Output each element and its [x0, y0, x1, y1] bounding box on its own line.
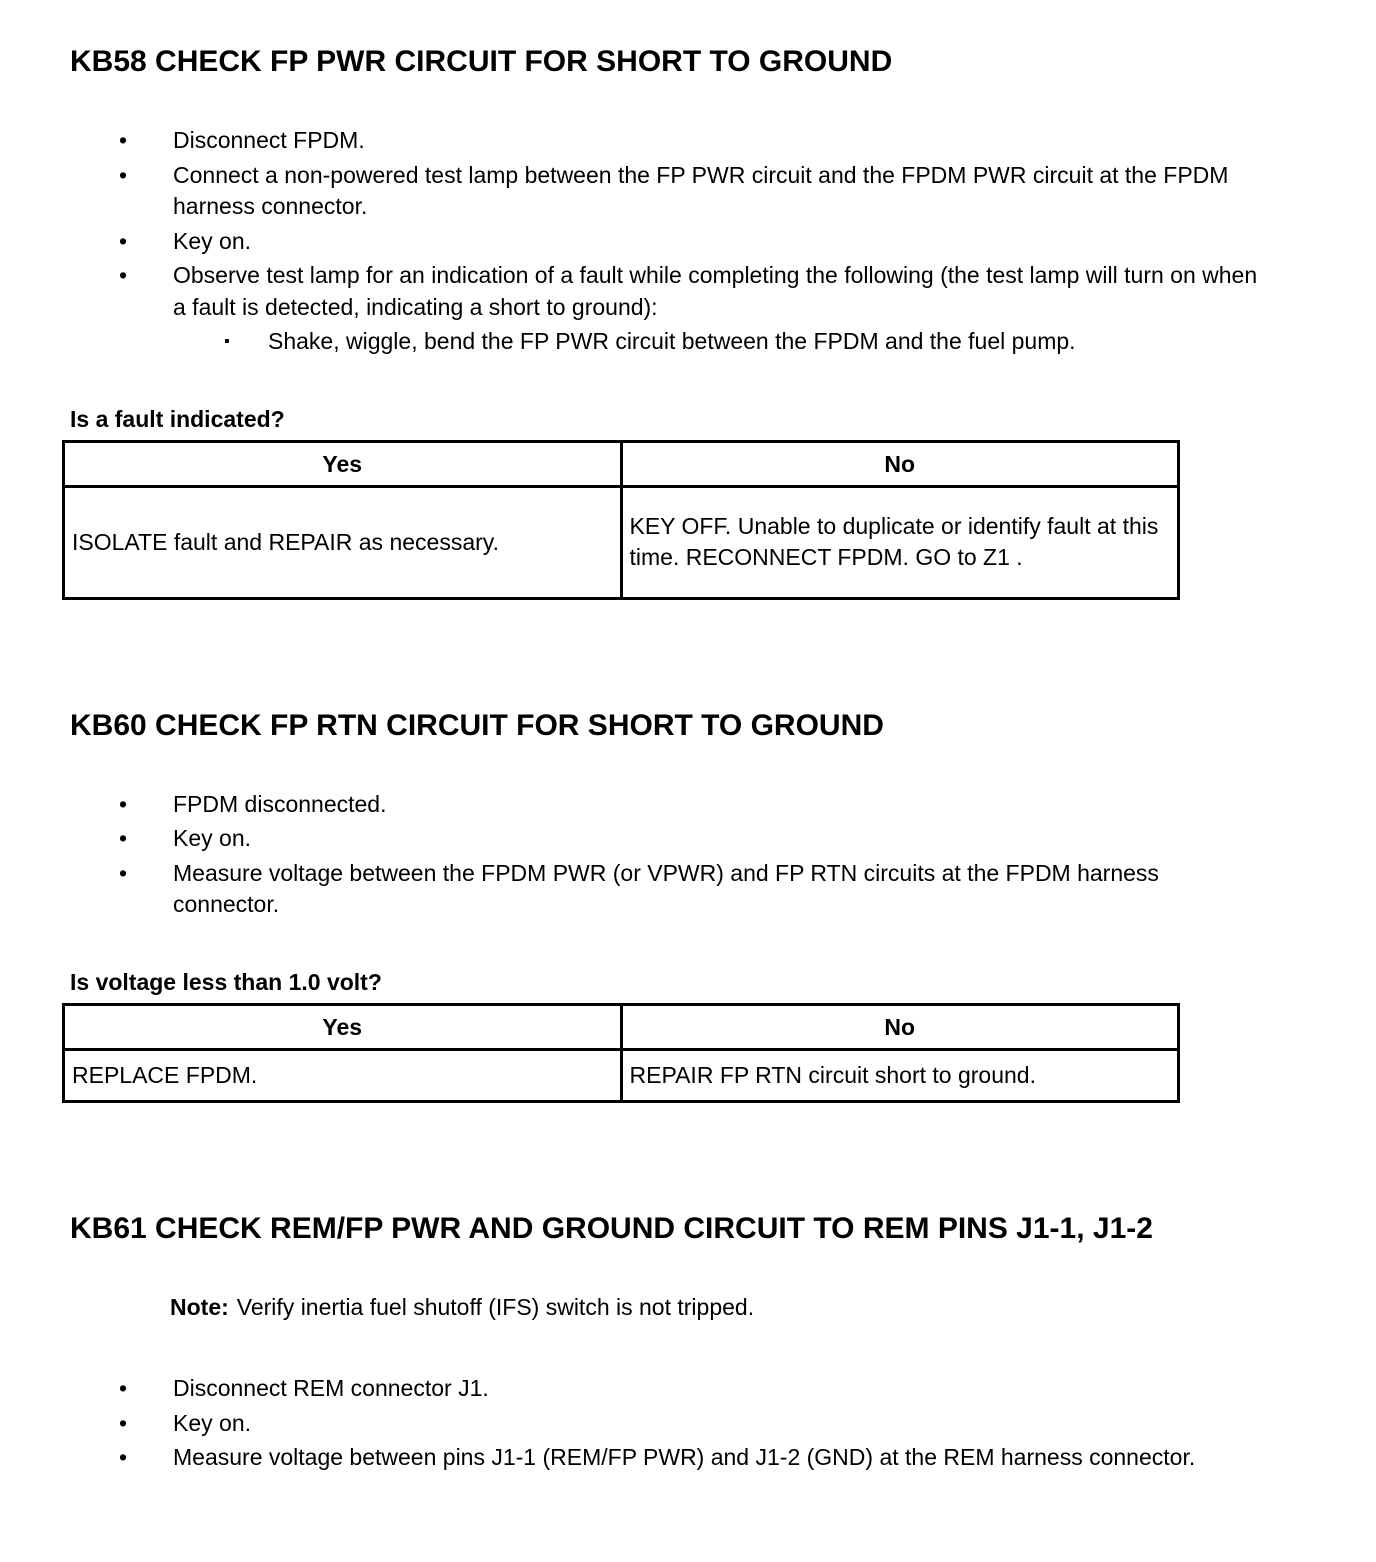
section-kb60-title: KB60 CHECK FP RTN CIRCUIT FOR SHORT TO GROUND	[70, 708, 884, 742]
bullet-text: Observe test lamp for an indication of a fault while completing the following (the test lamp will turn on when a fault is detected, indicating a short to ground):	[173, 262, 1258, 320]
kb61-bullet-list	[70, 1373, 1318, 1474]
note-text: Verify inertia fuel shutoff (IFS) switch is not tripped.	[236, 1293, 755, 1320]
list-item	[70, 789, 1318, 821]
bullet-icon: •	[119, 1409, 128, 1436]
list-item	[70, 823, 1318, 855]
bullet-text: FPDM disconnected.	[173, 790, 387, 817]
section-kb61-title: KB61 CHECK REM/FP PWR AND GROUND CIRCUIT TO REM PINS J1-1, J1-2	[70, 1211, 1153, 1245]
table-row	[64, 486, 1179, 598]
bullet-icon: •	[119, 127, 128, 153]
table-header-yes: Yes	[64, 1004, 622, 1049]
section-kb60	[70, 706, 1318, 1103]
section-kb58	[70, 42, 1318, 600]
table-header-no: No	[621, 1004, 1179, 1049]
bullet-icon: •	[119, 790, 128, 817]
kb60-question: Is voltage less than 1.0 volt?	[70, 968, 382, 995]
bullet-text: Measure voltage between the FPDM PWR (or VPWR) and FP RTN circuits at the FPDM harness connector.	[173, 859, 1159, 917]
bullet-icon: •	[119, 825, 128, 851]
bullet-icon: •	[119, 1375, 128, 1401]
table-header-row	[64, 441, 1179, 486]
kb58-question: Is a fault indicated?	[70, 405, 285, 432]
bullet-text: Connect a non-powered test lamp between the FP PWR circuit and the FPDM PWR circuit at the FPDM harness connector.	[173, 161, 1229, 219]
list-item	[70, 125, 1318, 157]
list-item	[70, 1408, 1318, 1440]
bullet-text: Measure voltage between pins J1-1 (REM/FP PWR) and J1-2 (GND) at the REM harness connector.	[173, 1444, 1196, 1470]
bullet-icon: •	[119, 161, 128, 188]
section-kb61	[70, 1209, 1318, 1474]
list-item	[70, 226, 1318, 258]
list-item	[70, 326, 1318, 358]
kb58-decision-table	[62, 440, 1180, 600]
note-label: Note:	[170, 1293, 229, 1320]
bullet-text: Disconnect REM connector J1.	[173, 1375, 489, 1401]
table-cell-yes: REPLACE FPDM.	[64, 1049, 622, 1101]
section-kb58-title: KB58 CHECK FP PWR CIRCUIT FOR SHORT TO GROUND	[70, 45, 893, 78]
kb61-note	[170, 1292, 1318, 1324]
bullet-text: Key on.	[173, 825, 251, 851]
table-cell-no: REPAIR FP RTN circuit short to ground.	[621, 1049, 1179, 1101]
table-cell-yes: ISOLATE fault and REPAIR as necessary.	[64, 486, 622, 598]
table-cell-no: KEY OFF. Unable to duplicate or identify fault at this time. RECONNECT FPDM. GO to Z1 .	[621, 486, 1179, 598]
list-item	[70, 160, 1318, 223]
bullet-text: Key on.	[173, 227, 251, 254]
bullet-text: Shake, wiggle, bend the FP PWR circuit between the FPDM and the fuel pump.	[268, 328, 1076, 354]
kb58-bullet-list	[70, 125, 1318, 358]
square-bullet-icon: ▪	[224, 333, 230, 350]
bullet-text: Key on.	[173, 1409, 251, 1436]
list-item	[70, 1442, 1318, 1474]
table-header-row	[64, 1004, 1179, 1049]
bullet-text: Disconnect FPDM.	[173, 127, 365, 153]
bullet-icon: •	[119, 859, 128, 886]
kb60-bullet-list	[70, 789, 1318, 921]
table-row	[64, 1049, 1179, 1101]
table-header-yes: Yes	[64, 441, 622, 486]
list-item	[70, 1373, 1318, 1405]
bullet-icon: •	[119, 227, 128, 254]
table-header-no: No	[621, 441, 1179, 486]
bullet-icon: •	[119, 262, 128, 288]
bullet-icon: •	[119, 1444, 128, 1470]
list-item	[70, 260, 1318, 323]
list-item	[70, 858, 1318, 921]
kb60-decision-table	[62, 1003, 1180, 1103]
